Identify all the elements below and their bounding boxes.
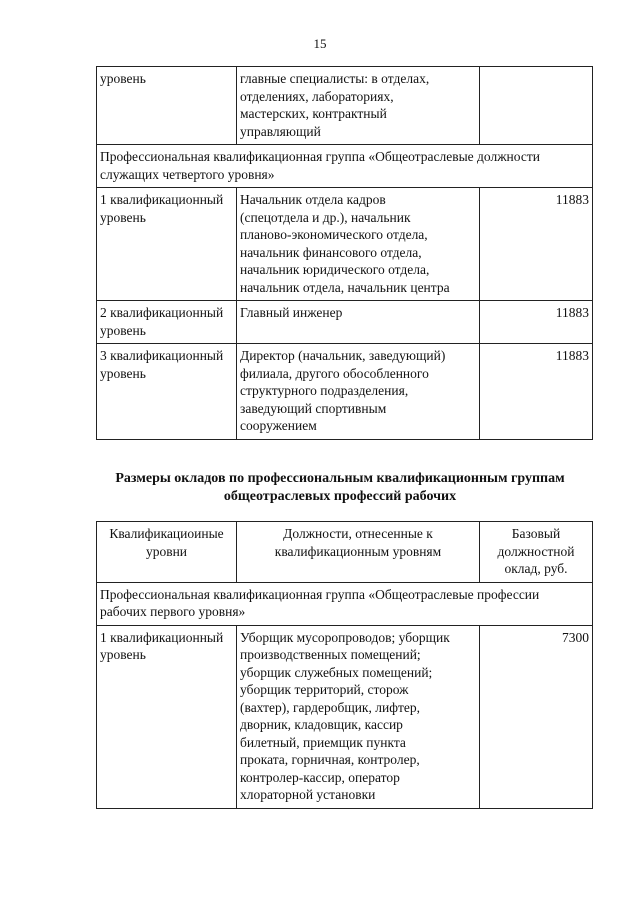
table-row bbox=[97, 67, 593, 145]
group-title: Профессиональная квалификационная группа «Общеотраслевые должности служащих четвертого уровня» bbox=[97, 145, 593, 188]
salary-cell: 11883 bbox=[480, 344, 593, 440]
page-number: 15 bbox=[313, 36, 327, 51]
positions-cell: Начальник отдела кадров (спецотдела и др.), начальник планово-экономического отдела, начальник финансового отдела, начальник юридического отдела, начальник отдела, начальник центра bbox=[237, 188, 480, 301]
positions-cell: главные специалисты: в отделах, отделениях, лабораториях, мастерских, контрактный управляющий bbox=[237, 67, 480, 145]
salary-cell bbox=[480, 67, 593, 145]
table-row bbox=[97, 188, 593, 301]
positions-cell: Главный инженер bbox=[237, 301, 480, 344]
table-row bbox=[97, 625, 593, 808]
salary-cell: 7300 bbox=[480, 625, 593, 808]
salary-table-employees bbox=[96, 66, 593, 440]
section-title: Размеры окладов по профессиональным квалификационным группам общеотраслевых профессий рабочих bbox=[115, 471, 565, 504]
level-cell: 1 квалификационный уровень bbox=[97, 188, 237, 301]
positions-cell: Уборщик мусоропроводов; уборщик производственных помещений; уборщик служебных помещений; уборщик территорий, сторож (вахтер), гардеробщик, лифтер, дворник, кладовщик, кассир билетный, приемщик пункта проката, горничная, контролер, контролер-кассир, оператор хлораторной установки bbox=[237, 625, 480, 808]
group-title: Профессиональная квалификационная группа «Общеотраслевые профессии рабочих первого уровня» bbox=[97, 582, 593, 625]
salary-table-workers bbox=[96, 521, 593, 809]
level-cell: 2 квалификационный уровень bbox=[97, 301, 237, 344]
salary-cell: 11883 bbox=[480, 188, 593, 301]
group-row bbox=[97, 145, 593, 188]
column-header-positions: Должности, отнесенные к квалификационным уровням bbox=[237, 522, 480, 583]
level-cell: 1 квалификационный уровень bbox=[97, 625, 237, 808]
level-cell: 3 квалификационный уровень bbox=[97, 344, 237, 440]
positions-cell: Директор (начальник, заведующий) филиала, другого обособленного структурного подразделения, заведующий спортивным сооружением bbox=[237, 344, 480, 440]
header-row bbox=[97, 522, 593, 583]
group-row bbox=[97, 582, 593, 625]
table-row bbox=[97, 301, 593, 344]
salary-cell: 11883 bbox=[480, 301, 593, 344]
column-header-levels: Квалификациоиные уровни bbox=[97, 522, 237, 583]
table-row bbox=[97, 344, 593, 440]
column-header-salary: Базовый должностной оклад, руб. bbox=[480, 522, 593, 583]
level-cell: уровень bbox=[97, 67, 237, 145]
